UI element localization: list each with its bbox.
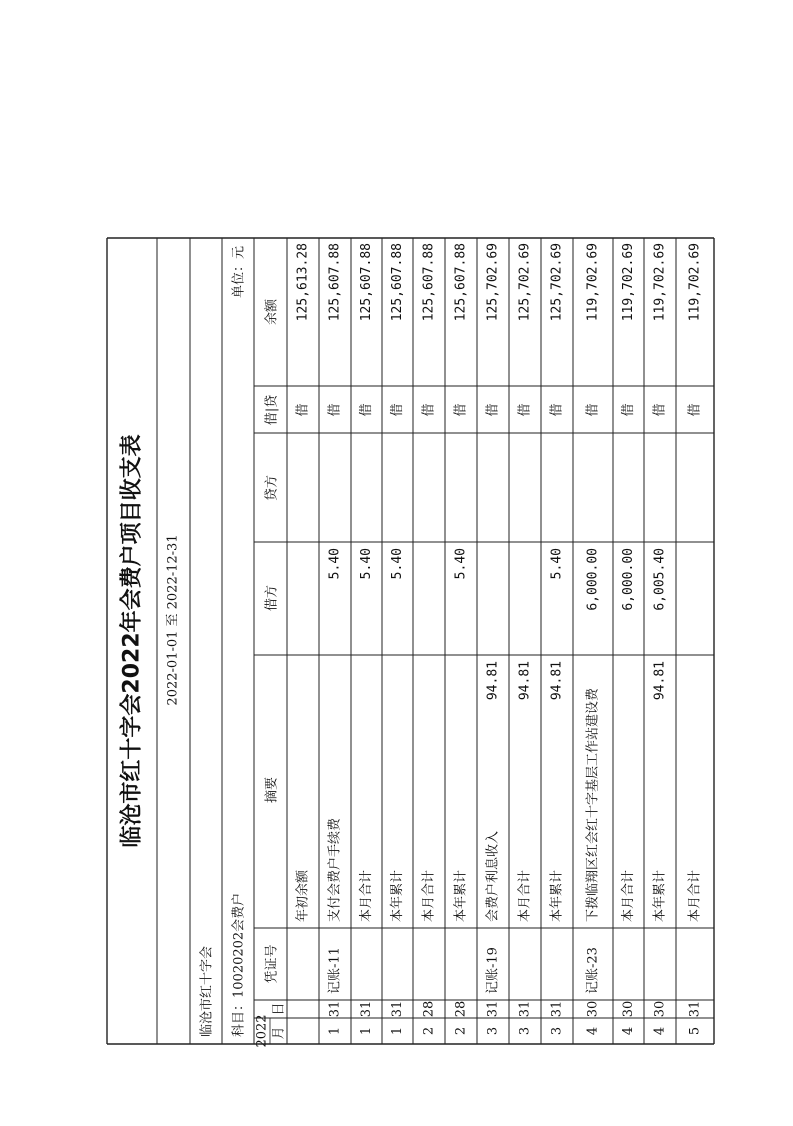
cell-direction: 借 (549, 403, 565, 417)
header-direction: 借|贷 (264, 394, 280, 426)
cell-credit: 6,005.40 (652, 548, 668, 611)
cell-month: 4 (585, 1026, 601, 1036)
cell-summary: 本月合计 (359, 869, 374, 922)
cell-debit: 94.81 (652, 661, 668, 701)
cell-month: 3 (485, 1026, 501, 1036)
cell-debit: 94.81 (549, 661, 565, 701)
cell-direction: 借 (295, 403, 311, 417)
cell-direction: 借 (359, 403, 374, 417)
cell-day: 31 (517, 1000, 533, 1018)
cell-balance: 125,613.28 (295, 243, 311, 322)
cell-day: 31 (390, 1000, 405, 1018)
unit-label: 单位：元 (231, 246, 247, 299)
cell-balance: 125,702.69 (485, 243, 501, 322)
table-grid-lines (107, 238, 714, 1044)
cell-credit: 5.40 (327, 548, 343, 580)
cell-balance: 125,607.88 (327, 243, 343, 322)
subject-label: 科目：10020202会费户 (231, 892, 247, 1037)
table-rows (295, 243, 703, 1035)
cell-day: 31 (687, 1000, 703, 1018)
header-voucher: 凭证号 (264, 944, 280, 984)
table-row (517, 243, 533, 1035)
cell-credit: 5.40 (390, 548, 405, 580)
cell-summary: 年初余额 (295, 869, 311, 922)
table-row (620, 243, 636, 1035)
cell-balance: 125,607.88 (453, 243, 469, 322)
cell-credit: 5.40 (359, 548, 374, 580)
cell-summary: 本月合计 (517, 869, 533, 922)
page-title: 临沧市红十字会2022年会费户项目收支表 (119, 434, 145, 848)
cell-credit: 5.40 (549, 548, 565, 580)
table-row (585, 243, 601, 1035)
cell-balance: 119,702.69 (585, 243, 601, 322)
cell-voucher: 记账-19 (485, 947, 501, 994)
header-debit: 借方 (264, 584, 280, 612)
cell-summary: 会费户利息收入 (485, 830, 501, 922)
header-balance: 余额 (264, 298, 280, 326)
cell-voucher: 记账-11 (327, 947, 343, 994)
table-row (687, 243, 703, 1035)
cell-direction: 借 (687, 403, 703, 417)
cell-credit: 5.40 (453, 548, 469, 580)
header-day: 日 (271, 1002, 287, 1016)
cell-day: 28 (421, 1000, 437, 1018)
organization-name: 临沧市红十字会 (199, 945, 215, 1037)
cell-month: 3 (549, 1026, 565, 1036)
cell-summary: 本年累计 (390, 869, 405, 922)
table-row (453, 243, 469, 1035)
table-header-texts (119, 246, 287, 1048)
cell-voucher: 记账-23 (585, 947, 601, 994)
cell-direction: 借 (390, 403, 405, 417)
cell-debit: 94.81 (485, 661, 501, 701)
period-range: 2022-01-01 至 2022-12-31 (165, 534, 181, 706)
cell-direction: 借 (585, 403, 601, 417)
cell-direction: 借 (485, 403, 501, 417)
cell-month: 5 (687, 1026, 703, 1036)
cell-credit: 6,000.00 (621, 548, 636, 611)
cell-day: 31 (327, 1000, 343, 1018)
cell-day: 31 (359, 1000, 374, 1018)
table-row (421, 243, 437, 1035)
cell-summary: 本月合计 (621, 869, 636, 922)
cell-direction: 借 (517, 403, 533, 417)
cell-credit: 6,000.00 (585, 548, 601, 611)
cell-balance: 125,607.88 (421, 243, 437, 322)
cell-month: 4 (621, 1026, 636, 1036)
cell-direction: 借 (327, 403, 343, 417)
cell-summary: 本年累计 (652, 869, 668, 922)
table-row (485, 243, 501, 1035)
cell-summary: 本年累计 (549, 869, 565, 922)
table-row (652, 243, 668, 1035)
cell-summary: 本月合计 (687, 869, 703, 922)
cell-day: 30 (652, 1000, 668, 1018)
cell-direction: 借 (453, 403, 469, 417)
cell-balance: 119,702.69 (687, 243, 703, 322)
cell-summary: 支付会费户手续费 (327, 817, 343, 922)
table-row (327, 243, 343, 1035)
cell-balance: 125,607.88 (359, 243, 374, 322)
cell-month: 2 (421, 1026, 437, 1036)
cell-direction: 借 (621, 403, 636, 417)
table-row (549, 243, 565, 1035)
cell-day: 30 (585, 1000, 601, 1018)
cell-balance: 125,702.69 (517, 243, 533, 322)
cell-direction: 借 (652, 403, 668, 417)
cell-day: 31 (485, 1000, 501, 1018)
cell-balance: 119,702.69 (621, 243, 636, 322)
cell-month: 1 (327, 1026, 343, 1036)
cell-day: 28 (453, 1000, 469, 1018)
cell-summary: 本年累计 (453, 869, 469, 922)
header-credit: 贷方 (264, 474, 280, 502)
header-summary: 摘要 (264, 776, 280, 804)
header-month: 月 (271, 1026, 287, 1040)
table-row (358, 243, 374, 1035)
cell-day: 31 (549, 1000, 565, 1018)
cell-balance: 125,607.88 (390, 243, 405, 322)
cell-direction: 借 (421, 403, 437, 417)
cell-balance: 125,702.69 (549, 243, 565, 322)
table-row (389, 243, 405, 1035)
cell-day: 30 (621, 1000, 636, 1018)
cell-month: 1 (359, 1026, 374, 1036)
cell-balance: 119,702.69 (652, 243, 668, 322)
header-year: 2022 (254, 1014, 270, 1048)
cell-month: 3 (517, 1026, 533, 1036)
cell-month: 4 (652, 1026, 668, 1036)
table-row (295, 243, 311, 922)
cell-summary: 下拨临翔区红会红十字基层工作站建设费 (585, 687, 601, 922)
cell-summary: 本月合计 (421, 869, 437, 922)
cell-month: 1 (390, 1026, 405, 1036)
cell-month: 2 (453, 1026, 469, 1036)
cell-debit: 94.81 (517, 661, 533, 701)
